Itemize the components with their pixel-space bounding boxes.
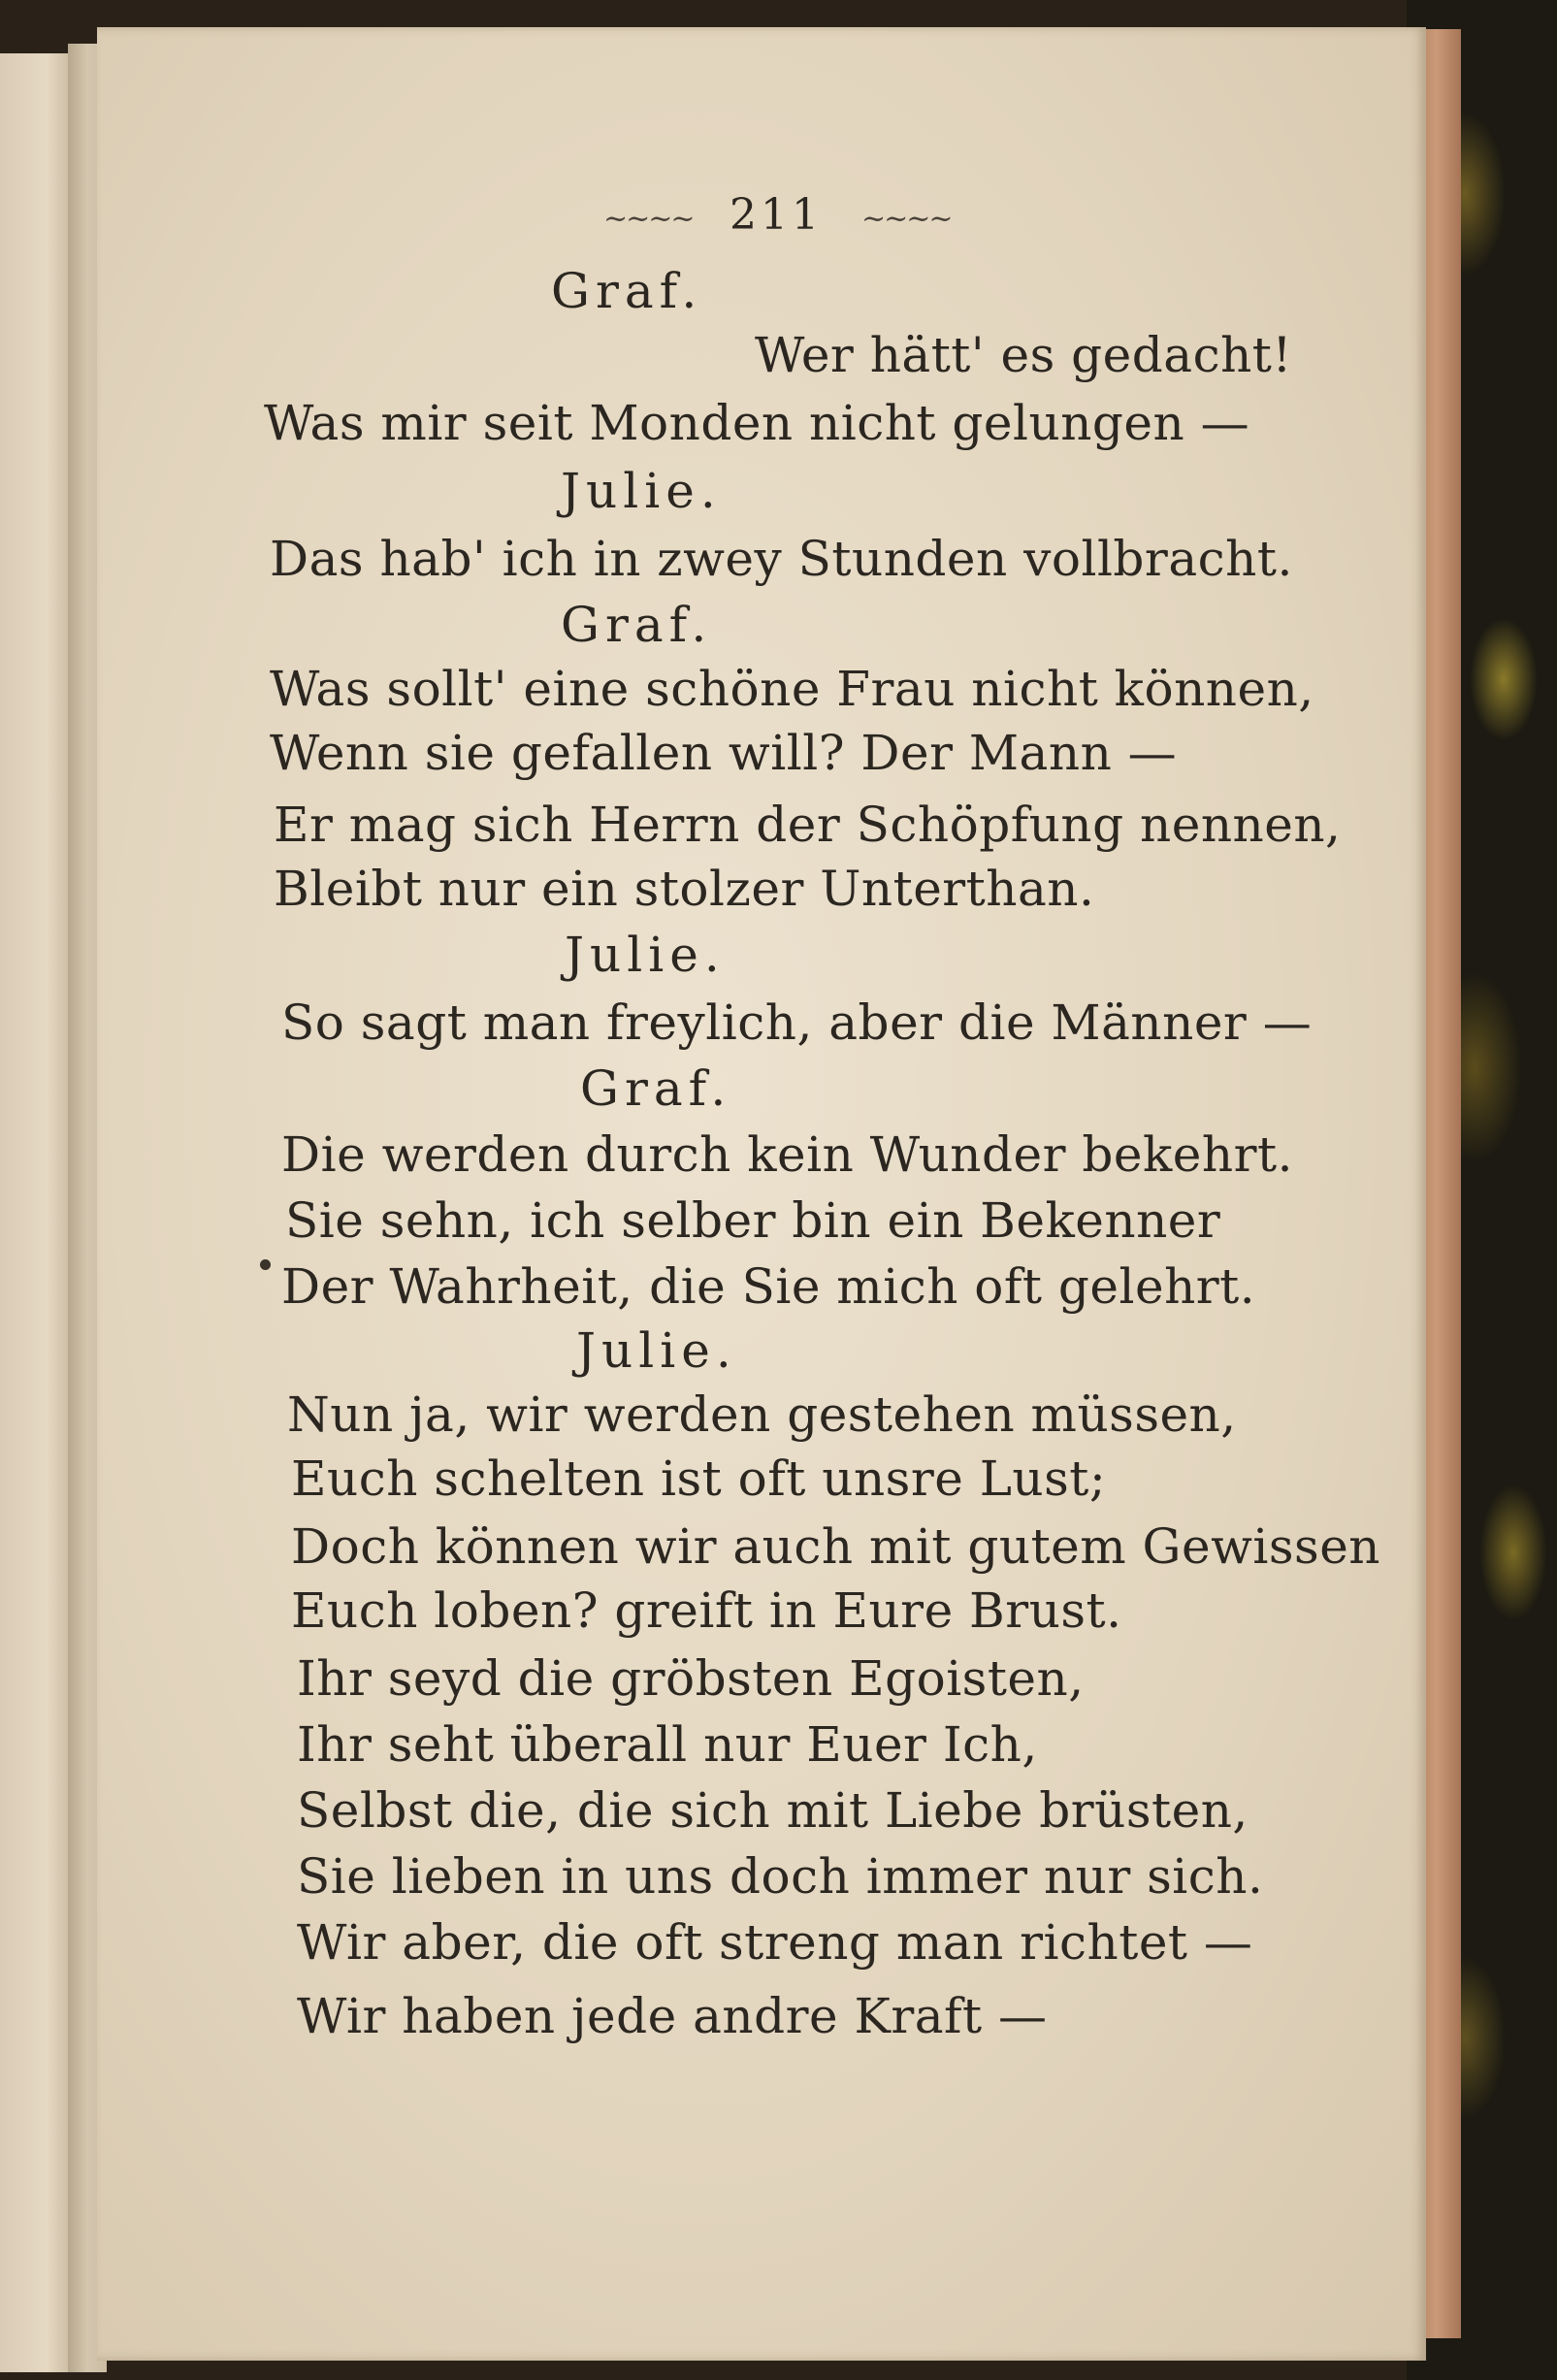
verse-line: So sagt man freylich, aber die Männer — (281, 994, 1313, 1051)
verse-line: Wir haben jede andre Kraft — (297, 1988, 1048, 2044)
verse-line: Ihr seht überall nur Euer Ich, (297, 1716, 1038, 1773)
verse-line: Er mag sich Herrn der Schöpfung nennen, (274, 797, 1342, 853)
verse-line: Nun ja, wir werden gestehen müssen, (287, 1386, 1237, 1443)
verse-line: Euch schelten ist oft unsre Lust; (291, 1451, 1107, 1507)
verse-line: Wenn sie gefallen will? Der Mann — (270, 725, 1178, 781)
verse-line: Selbst die, die sich mit Liebe brüsten, (297, 1782, 1249, 1839)
verse-line: Sie sehn, ich selber bin ein Bekenner (285, 1192, 1221, 1249)
verse-line: Ihr seyd die gröbsten Egoisten, (297, 1650, 1085, 1707)
verse-line: Was mir seit Monden nicht gelungen — (264, 395, 1250, 451)
verse-line: Sie lieben in uns doch immer nur sich. (297, 1848, 1264, 1905)
verse-line: Das hab' ich in zwey Stunden vollbracht. (270, 531, 1293, 587)
speaker-label: Julie. (561, 463, 722, 519)
verse-line: Der Wahrheit, die Sie mich oft gelehrt. (281, 1258, 1256, 1315)
speaker-label: Graf. (580, 1060, 732, 1117)
header-ornament-right: ~~~~ (861, 202, 952, 236)
verse-line: Was sollt' eine schöne Frau nicht können, (270, 661, 1314, 717)
page-number: 211 (730, 190, 823, 240)
speaker-label: Graf. (561, 597, 713, 653)
verse-line: Wir aber, die oft streng man richtet — (297, 1914, 1253, 1971)
speaker-label: Julie. (576, 1322, 737, 1379)
verse-line: Bleibt nur ein stolzer Unterthan. (274, 861, 1095, 917)
speaker-label: Julie. (565, 927, 726, 983)
header-ornament-left: ~~~~ (603, 202, 694, 236)
speaker-label: Graf. (551, 263, 703, 319)
verse-line: Wer hätt' es gedacht! (755, 327, 1292, 383)
verse-line: Die werden durch kein Wunder bekehrt. (281, 1126, 1293, 1183)
ink-dot-mark (260, 1259, 271, 1270)
verse-line: Doch können wir auch mit gutem Gewissen (291, 1518, 1380, 1575)
verse-line: Euch loben? greift in Eure Brust. (291, 1582, 1122, 1639)
